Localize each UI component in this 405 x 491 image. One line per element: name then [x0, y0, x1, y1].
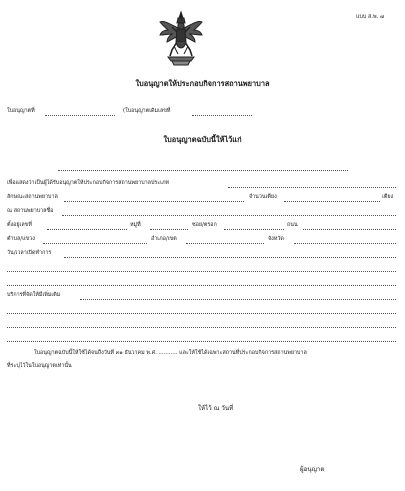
tambon-label: ตำบล/แขวง — [7, 236, 35, 242]
given-at-label: ให้ไว้ ณ วันที่ — [198, 405, 234, 412]
moo-label: หมู่ที่ — [130, 222, 141, 228]
beds-unit: เตียง — [382, 194, 394, 200]
facility-type-field[interactable] — [228, 187, 396, 188]
document-title: ใบอนุญาตให้ประกอบกิจการสถานพยาบาล — [135, 79, 270, 88]
hours-field-extra-2[interactable] — [7, 285, 396, 286]
validity-line-2: ที่ระบุไว้ในใบอนุญาตเท่านั้น — [7, 363, 72, 369]
character-label: ลักษณะสถานพยาบาล — [7, 194, 58, 200]
old-license-field[interactable] — [192, 115, 252, 116]
facility-name-field[interactable] — [62, 215, 396, 216]
old-license-label: (ใบอนุญาตเดิมเลขที่ — [123, 108, 171, 114]
certify-label: เพื่อแสดงว่าเป็นผู้ได้รับอนุญาตให้ประกอบกิจการสถานพยาบาลประเภท — [7, 180, 170, 186]
services-label: บริการที่จัดให้มีเพิ่มเติม — [7, 292, 61, 298]
license-number-label: ใบอนุญาตที่ — [7, 108, 35, 114]
services-field[interactable] — [80, 299, 396, 300]
address-number-label: ตั้งอยู่เลขที่ — [7, 222, 32, 228]
soi-label: ซอย/ตรอก — [192, 222, 217, 228]
services-field-extra-1[interactable] — [7, 313, 396, 314]
province-field[interactable] — [294, 243, 396, 244]
province-label: จังหวัด — [268, 236, 284, 242]
facility-name-label: ณ สถานพยาบาลชื่อ — [7, 208, 54, 214]
hours-field[interactable] — [64, 257, 396, 258]
beds-label: จำนวนเตียง — [249, 194, 277, 200]
hours-label: วัน/เวลาเปิดทำการ — [7, 250, 52, 256]
character-field[interactable] — [64, 201, 244, 202]
beds-field[interactable] — [284, 201, 380, 202]
license-number-field[interactable] — [45, 115, 115, 116]
garuda-emblem-icon — [158, 10, 204, 66]
form-code: แบบ ส.พ. ๗ — [356, 14, 385, 20]
address-number-field[interactable] — [47, 229, 127, 230]
tambon-field[interactable] — [43, 243, 147, 244]
road-label: ถนน — [287, 222, 298, 228]
soi-field[interactable] — [224, 229, 284, 230]
amphoe-field[interactable] — [186, 243, 264, 244]
services-field-extra-2[interactable] — [7, 327, 396, 328]
moo-field[interactable] — [150, 229, 188, 230]
services-field-extra-3[interactable] — [7, 341, 396, 342]
road-field[interactable] — [303, 229, 396, 230]
hours-field-extra-1[interactable] — [7, 271, 396, 272]
signature-label: ผู้อนุญาต — [300, 466, 325, 473]
amphoe-label: อำเภอ/เขต — [151, 236, 177, 242]
validity-line-1: ใบอนุญาตฉบับนี้ให้ใช้ได้จนถึงวันที่ ๓๑ ธันวาคม พ.ศ. ........... และให้ใช้ได้เฉพาะสถานที่ประกอบกิจการสถานพยาบาล — [34, 350, 307, 356]
licensee-name-field[interactable] — [58, 170, 348, 171]
subtitle: ใบอนุญาตฉบับนี้ให้ไว้แก่ — [163, 135, 242, 144]
